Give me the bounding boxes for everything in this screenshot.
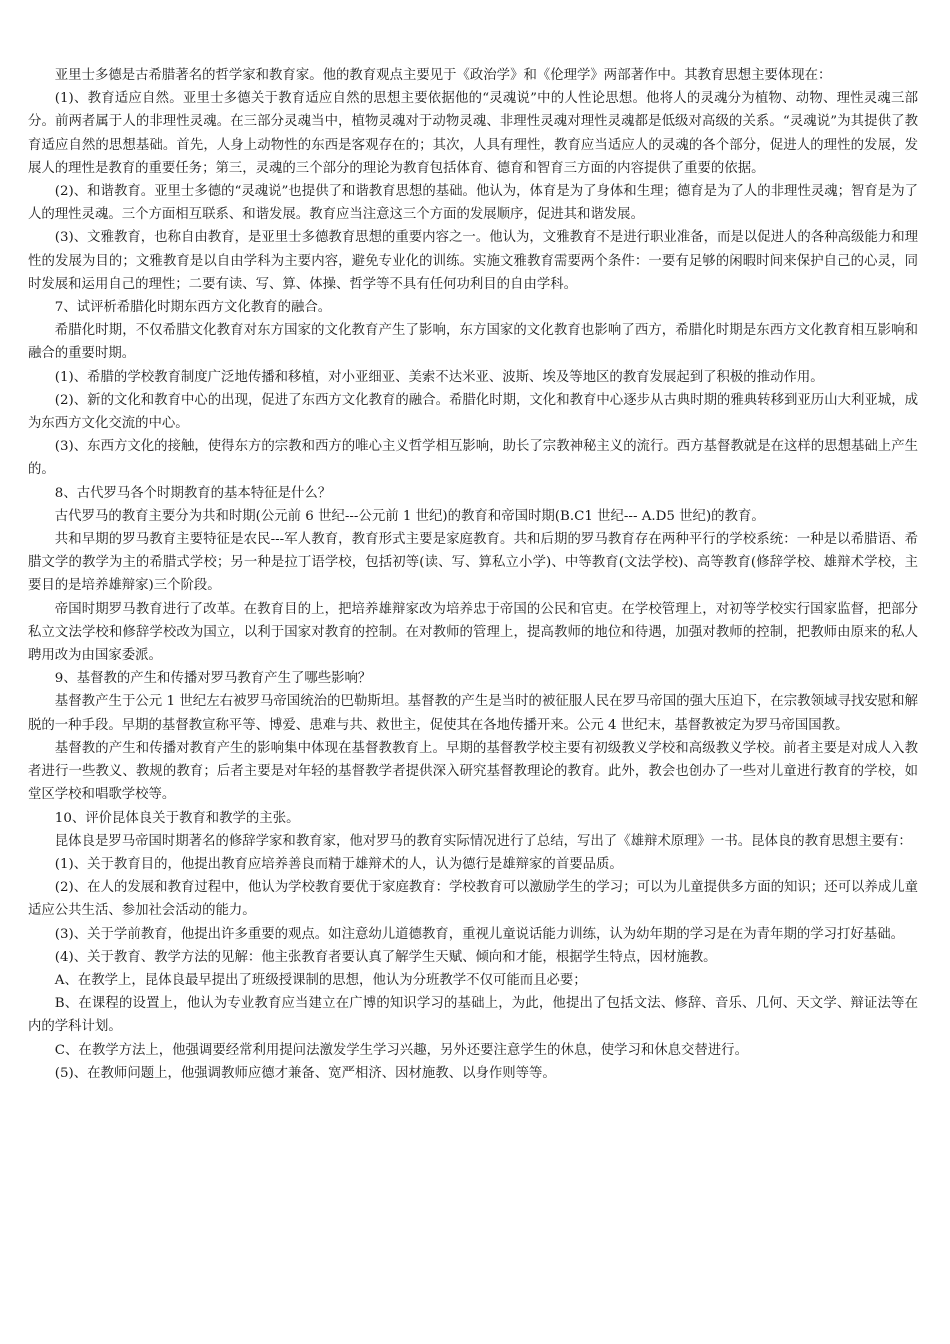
paragraph: (2)、和谐教育。亚里士多德的“灵魂说”也提供了和谐教育思想的基础。他认为，体育是为了身体和生理；德育是为了人的非理性灵魂；智育是为了人的理性灵魂。三个方面相互联系、和谐发展。教育应当注意这三个方面的发展顺序，促进其和谐发展。 [28,184,918,223]
paragraph: (3)、东西方文化的接触，使得东方的宗教和西方的唯心主义哲学相互影响，助长了宗教神秘主义的流行。西方基督教就是在这样的思想基础上产生的。 [28,439,918,478]
paragraph: (3)、文雅教育，也称自由教育，是亚里士多德教育思想的重要内容之一。他认为，文雅教育不是进行职业准备，而是以促进人的各种高级能力和理性的发展为目的；文雅教育是以自由学科为主要内容，避免专业化的训练。实施文雅教育需要两个条件：一要有足够的闲暇时间来保护自己的心灵，同时发展和运用自己的理性；二要有读、写、算、体操、哲学等不具有任何功利目的自由学科。 [28,230,918,292]
paragraph: 基督教产生于公元 1 世纪左右被罗马帝国统治的巴勒斯坦。基督教的产生是当时的被征服人民在罗马帝国的强大压迫下，在宗教领域寻找安慰和解脱的一种手段。早期的基督教宣称平等、博爱、患难与共、救世主，促使其在各地传播开来。公元 4 世纪末，基督教被定为罗马帝国国教。 [28,694,918,733]
paragraph: C、在教学方法上，他强调要经常利用提问法激发学生学习兴趣，另外还要注意学生的休息，使学习和休息交替进行。 [54,1042,748,1058]
paragraph: (3)、关于学前教育，他提出许多重要的观点。如注意幼儿道德教育，重视儿童说话能力训练，认为幼年期的学习是在为青年期的学习打好基础。 [54,926,904,942]
question-heading: 7、试评析希腊化时期东西方文化教育的融合。 [54,300,332,316]
paragraph: (1)、关于教育目的，他提出教育应培养善良而精于雄辩术的人，认为德行是雄辩家的首要品质。 [54,856,623,872]
paragraph: 共和早期的罗马教育主要特征是农民---军人教育，教育形式主要是家庭教育。共和后期的罗马教育存在两种平行的学校系统：一种是以希腊语、希腊文学的教学为主的希腊式学校；另一种是拉丁语学校，包括初等(读、写、算私立小学)、中等教育(文法学校)、高等教育(修辞学校、雄辩术学校，主要目的是培养雄辩家)三个阶段。 [28,532,918,594]
paragraph: (4)、关于教育、教学方法的见解：他主张教育者要认真了解学生天赋、倾向和才能，根据学生特点，因材施教。 [54,949,717,965]
paragraph: 帝国时期罗马教育进行了改革。在教育目的上，把培养雄辩家改为培养忠于帝国的公民和官吏。在学校管理上，对初等学校实行国家监督，把部分私立文法学校和修辞学校改为国立，以利于国家对教育的控制。在对教师的管理上，提高教师的地位和待遇，加强对教师的控制，把教师由原来的私人聘用改为由国家委派。 [28,601,918,664]
intro-paragraph: 亚里士多德是古希腊著名的哲学家和教育家。他的教育观点主要见于《政治学》和《伦理学》两部著作中。其教育思想主要体现在： [54,68,832,83]
paragraph: (5)、在教师问题上，他强调教师应德才兼备、宽严相济、因材施教、以身作则等等。 [54,1065,556,1081]
paragraph: (2)、在人的发展和教育过程中，他认为学校教育要优于家庭教育：学校教育可以激励学生的学习；可以为儿童提供多方面的知识；还可以养成儿童适应公共生活、参加社会活动的能力。 [28,880,918,919]
paragraph: (1)、教育适应自然。亚里士多德关于教育适应自然的思想主要依据他的“灵魂说”中的人性论思想。他将人的灵魂分为植物、动物、理性灵魂三部分。前两者属于人的非理性灵魂。在三部分灵魂当中，植物灵魂对于动物灵魂、非理性灵魂对理性灵魂都是低级对高级的关系。“灵魂说”为其提供了教育适应自然的思想基础。首先，人身上动物性的东西是客观存在的；其次，人具有理性，教育应当适应人的灵魂的各个部分，促进人的理性的发展，发展人的理性是教育的重要任务；第三，灵魂的三个部分的理论为教育包括体育、德育和智育三方面的内容提供了重要的依据。 [28,91,918,176]
paragraph: A、在教学上，昆体良最早提出了班级授课制的思想，他认为分班教学不仅可能而且必要； [54,972,587,988]
paragraph: 希腊化时期，不仅希腊文化教育对东方国家的文化教育产生了影响，东方国家的文化教育也影响了西方，希腊化时期是东西方文化教育相互影响和融合的重要时期。 [28,323,918,362]
paragraph: (1)、希腊的学校教育制度广泛地传播和移植，对小亚细亚、美索不达米亚、波斯、埃及等地区的教育发展起到了积极的推动作用。 [54,369,824,385]
question-heading: 10、评价昆体良关于教育和教学的主张。 [54,810,300,826]
question-heading: 8、古代罗马各个时期教育的基本特征是什么？ [54,485,332,501]
paragraph: (2)、新的文化和教育中心的出现，促进了东西方文化教育的融合。希腊化时期，文化和教育中心逐步从古典时期的雅典转移到亚历山大利亚城，成为东西方文化交流的中心。 [28,392,918,432]
question-heading: 9、基督教的产生和传播对罗马教育产生了哪些影响？ [54,671,372,687]
paragraph: 基督教的产生和传播对教育产生的影响集中体现在基督教教育上。早期的基督教学校主要有初级教义学校和高级教义学校。前者主要是对成人入教者进行一些教义、教规的教育；后者主要是对年轻的基督教学者提供深入研究基督教理论的教育。此外，教会也创办了一些对儿童进行教育的学校，如堂区学校和唱歌学校等。 [28,740,918,803]
paragraph: 古代罗马的教育主要分为共和时期(公元前 6 世纪---公元前 1 世纪)的教育和帝国时期(B.C1 世纪--- A.D5 世纪)的教育。 [54,508,765,524]
paragraph: B、在课程的设置上，他认为专业教育应当建立在广博的知识学习的基础上，为此，他提出了包括文法、修辞、音乐、几何、天文学、辩证法等在内的学科计划。 [28,996,918,1035]
paragraph: 昆体良是罗马帝国时期著名的修辞学家和教育家，他对罗马的教育实际情况进行了总结，写出了《雄辩术原理》一书。昆体良的教育思想主要有： [54,833,912,849]
